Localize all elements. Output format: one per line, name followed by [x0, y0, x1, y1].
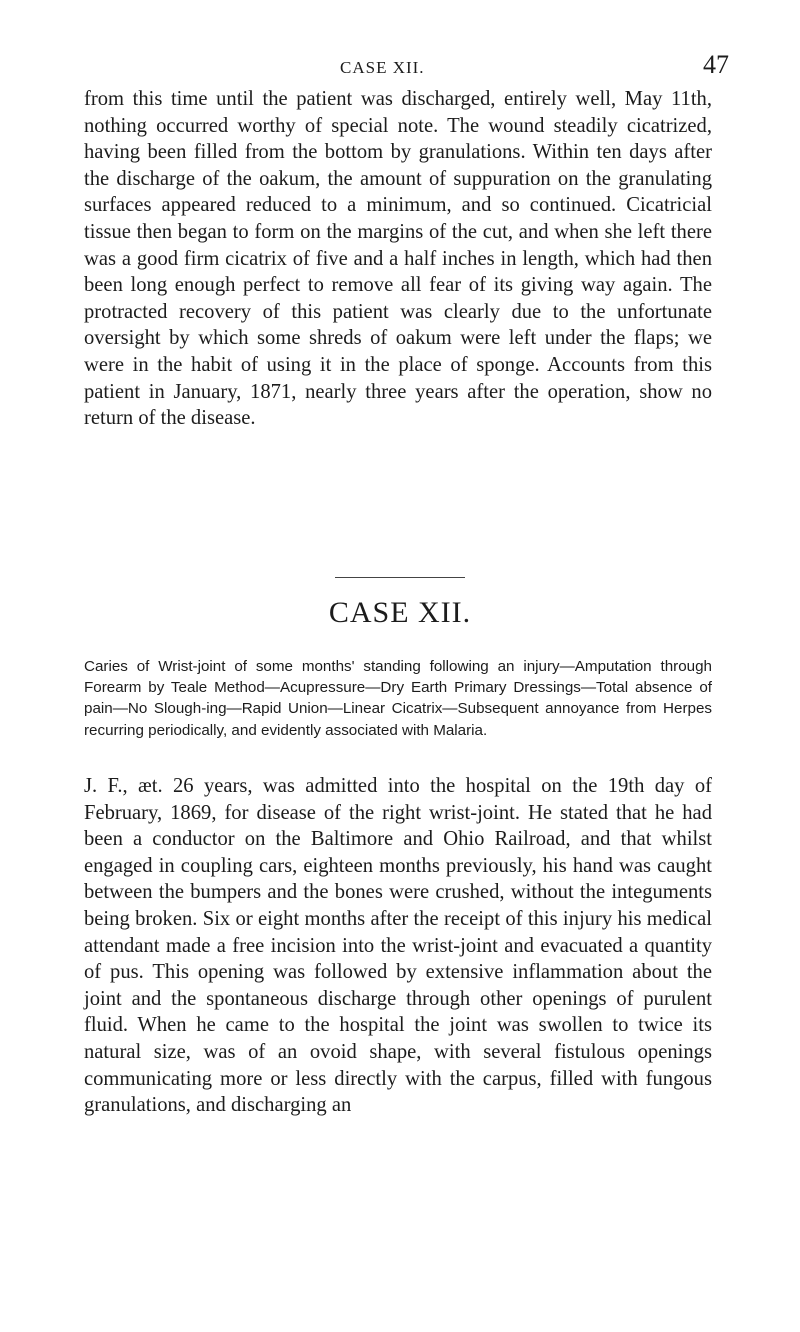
- section-divider: [335, 577, 465, 578]
- case-title: CASE XII.: [328, 596, 472, 629]
- page-number: 47: [703, 50, 729, 79]
- case-summary: Caries of Wrist-joint of some months' standing following an injury—Amputation through Forearm by Teale Method—Acupressure—Dry Earth Primary Dressings—Total absence of pain—No Slough-ing—Rapid Union—Linear Cicatrix—Subsequent annoyance from Herpes recurring periodically, and evidently associated with Malaria.: [84, 658, 712, 739]
- case-body-paragraph: J. F., æt. 26 years, was admitted into the hospital on the 19th day of February, 1869, for disease of the right wrist-joint. He stated that he had been a conductor on the Baltimore and Ohio Railroad, and that whilst engaged in coupling cars, eighteen months previously, his hand was caught between the bumpers and the bones were crushed, without the integuments being broken. Six or eight months after the receipt of this injury his medical attendant made a free incision into the wrist-joint and evacuated a quantity of pus. This opening was followed by extensive inflammation about the joint and the spontaneous discharge through other openings of purulent fluid. When he came to the hospital the joint was swollen to twice its natural size, was of an ovoid shape, with several fistulous openings communicating more or less directly with the carpus, filled with fungous granulations, and discharging an: [84, 775, 712, 1117]
- running-head: CASE XII.: [340, 58, 425, 77]
- continuation-paragraph: from this time until the patient was discharged, entirely well, May 11th, nothing occurred worthy of special note. The wound steadily cicatrized, having been filled from the bottom by granulations. Within ten days after the discharge of the oakum, the amount of suppuration on the granulating surfaces appeared reduced to a minimum, and so continued. Cicatricial tissue then began to form on the margins of the cut, and when she left there was a good firm cicatrix of five and a half inches in length, which had then been long enough perfect to remove all fear of its giving way again. The protracted recovery of this patient was clearly due to the unfortunate oversight by which some shreds of oakum were left under the flaps; we were in the habit of using it in the place of sponge. Accounts from this patient in January, 1871, nearly three years after the operation, show no return of the disease.: [84, 88, 712, 430]
